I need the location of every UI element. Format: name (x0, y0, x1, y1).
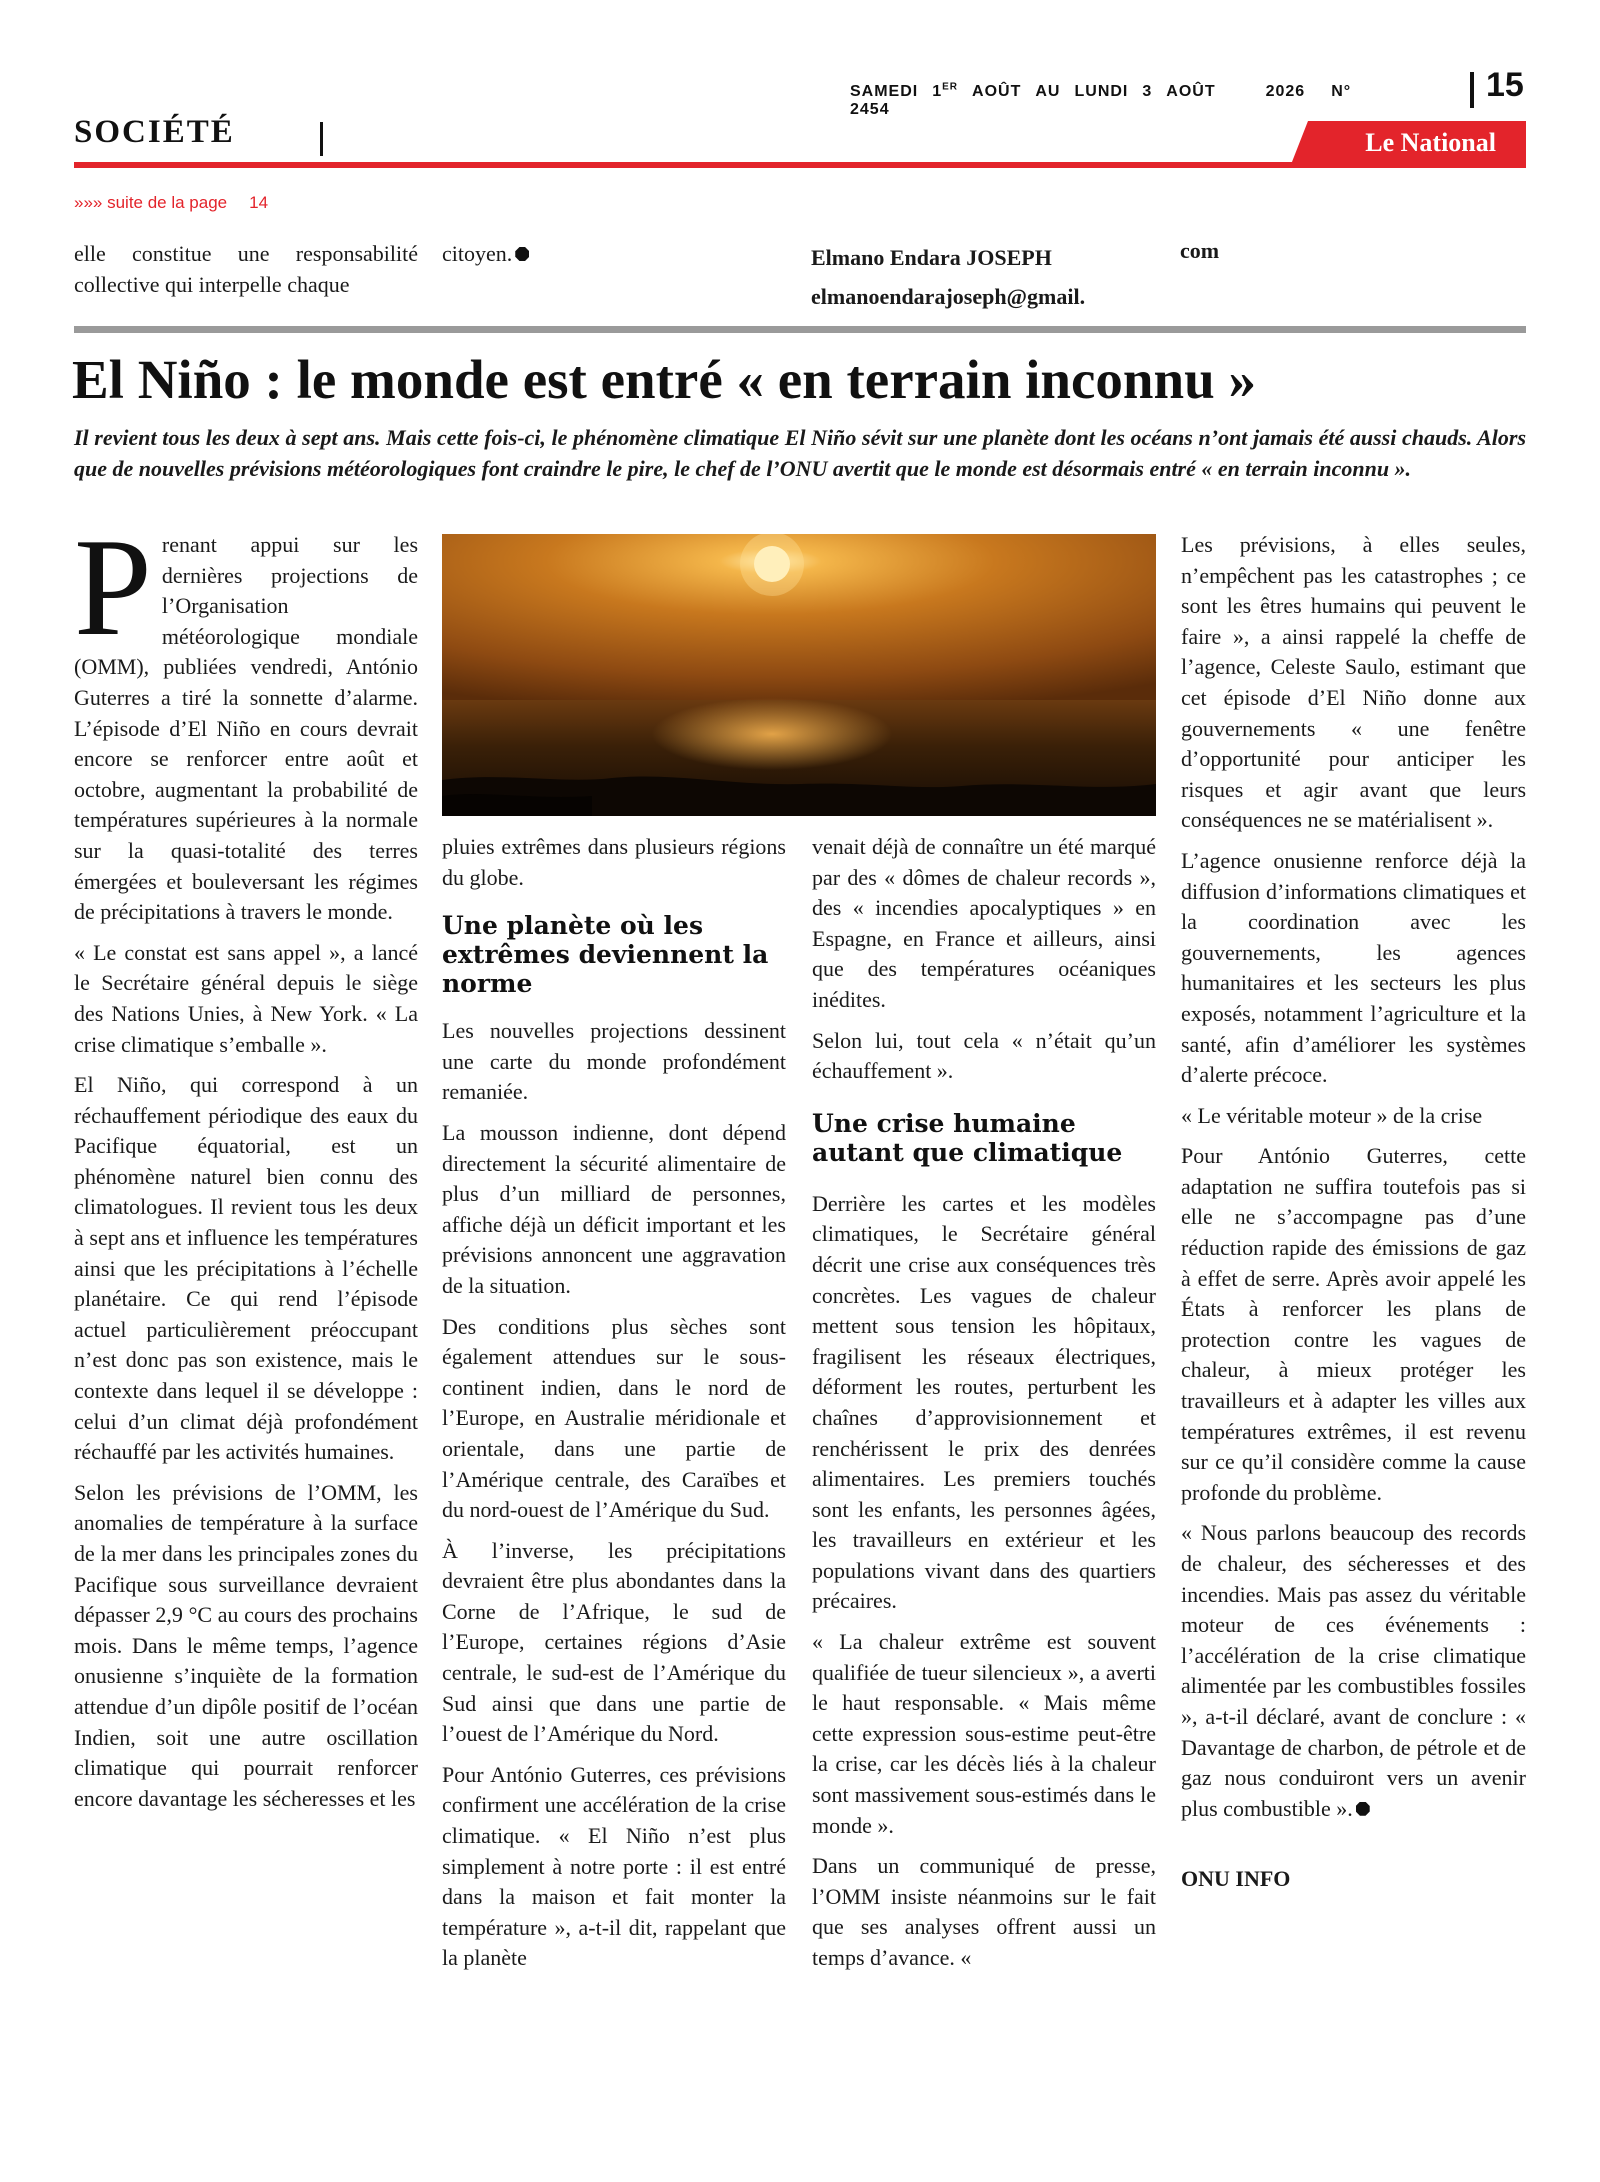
column-1 (74, 510, 418, 1824)
section-divider (320, 122, 323, 156)
header-divider (1470, 72, 1474, 108)
paragraph: Les prévisions, à elles seules, n’empêchent pas les catastrophes ; ce sont les êtres humains qui peuvent le faire », a ainsi rappelé la cheffe de l’agence, Celeste Saulo, estimant que cet épisode d’El Niño donne aux gouvernements « une fenêtre d’opportunité pour anticiper les risques et agir avant que leurs conséquences ne se matérialisent ». (1181, 532, 1526, 833)
paragraph: « Nous parlons beaucoup des records de chaleur, des sécheresses et des incendies. Mais pas assez du véritable moteur de ces événements : l’accélération de la crise climatique alimentée par les combustibles fossiles », a-t-il déclaré, avant de conclure : « Davantage de charbon, de pétrole et de gaz nous conduiront vers un avenir plus combustible ». (1181, 1520, 1526, 1821)
paragraph: Derrière les cartes et les modèles climatiques, le Secrétaire général décrit une crise aux conséquences très concrètes. Les vagues de chaleur mettent sous tension les hôpitaux, fragilisent les réseaux électriques, déforment les routes, perturbent les chaînes d’approvisionnement et renchérissent le prix des denrées alimentaires. Les premiers touchés sont les enfants, les personnes âgées, les travailleurs en extérieur et les populations vivant dans des quartiers précaires. (812, 1190, 1156, 1614)
paragraph: El Niño, qui correspond à un réchauffement périodique des eaux du Pacifique équatorial, est un phénomène naturel bien connu des climatologues. Il revient tous les deux à sept ans et influence les températures ainsi que les précipitations à l’échelle planétaire. Ce qui rend l’épisode actuel particulièrement préoccupant n’est donc pas son existence, mais le contexte dans lequel il se développe : celui d’un climat déjà profondément réchauffé par les activités humaines. (74, 1072, 418, 1465)
issue-date-line (850, 82, 1410, 119)
date-day2: LUNDI (1074, 83, 1129, 101)
paragraph: venait déjà de connaître un été marqué par des « dômes de chaleur records », des « incendies apocalyptiques » en Espagne, en France et ailleurs, ainsi que des températures océaniques inédites. (812, 834, 1156, 1012)
article-divider (74, 326, 1526, 333)
paragraph: L’agence onusienne renforce déjà la diffusion d’informations climatiques et la coordination avec les gouvernements, les agences humanitaires et les secteurs les plus exposés, notamment l’agriculture et la santé, afin d’améliorer les systèmes d’alerte précoce. (1181, 847, 1526, 1088)
paragraph: « Le véritable moteur » de la crise (1181, 1102, 1483, 1128)
paragraph: Dans un communiqué de presse, l’OMM insiste néanmoins sur le fait que ses analyses offrent aussi un temps d’avance. « (812, 1853, 1156, 1970)
column-3 (812, 832, 1156, 1984)
date-day: SAMEDI (850, 83, 919, 101)
paragraph: La mousson indienne, dont dépend directement la sécurité alimentaire de plus d’un milliard de personnes, affiche déjà un déficit important et les prévisions annoncent une aggravation de la situation. (442, 1119, 786, 1298)
sunset-photo (442, 534, 1156, 816)
drop-cap: P (74, 510, 152, 665)
date-year: 2026 (1265, 83, 1306, 101)
continued-text-1: elle constitue une responsabilité collective qui interpelle chaque (74, 241, 418, 297)
column-4 (1181, 530, 1526, 1905)
end-mark-icon (1356, 1802, 1370, 1816)
brand-logo: Le National (1365, 128, 1496, 157)
header-rule (74, 162, 1526, 168)
paragraph: À l’inverse, les précipitations devraient être plus abondantes dans la Corne de l’Afrique, le sud de l’Europe, certaines régions d’Asie centrale, le sud-est de l’Amérique du Sud ainsi que dans une partie de l’ouest de l’Amérique du Nord. (442, 1537, 786, 1747)
date-day2-num: 3 (1142, 83, 1153, 101)
author-block (811, 238, 1161, 316)
paragraph: Prenant appui sur les dernières projections de l’Organisation météorologique mondiale (OMM), publiées vendredi, António Guterres a tiré la sonnette d’alarme. L’épisode d’El Niño en cours devrait encore se renforcer entre août et octobre, augmentant la probabilité de températures supérieures à la normale sur la quasi-totalité des terres émergées et bouleversant les régimes de précipitations à travers le monde. (74, 510, 418, 925)
continued-from: »»» suite de la page 14 (74, 193, 269, 212)
issue-number: N° 2454 (850, 83, 1352, 119)
continued-text-2: citoyen. (442, 238, 642, 269)
paragraph: « La chaleur extrême est souvent qualifiée de tueur silencieux », a averti le haut responsable. « Mais même cette expression sous-estime peut-être la crise, car les décès liés à la chaleur sont massivement sous-estimés dans le monde ». (812, 1629, 1156, 1838)
date-month: AOÛT (972, 83, 1022, 101)
page-number: 15 (1486, 66, 1524, 104)
date-day-num: 1ER (932, 82, 959, 101)
article-intro: Il revient tous les deux à sept ans. Mais cette fois-ci, le phénomène climatique El Niño sévit sur une planète dont les océans n’ont jamais été aussi chauds. Alors que de nouvelles prévisions météorologiques font craindre le pire, le chef de l’ONU avertit que le monde est désormais entré « en terrain inconnu ». (74, 425, 1526, 481)
paragraph: Selon lui, tout cela « n’était qu’un échauffement ». (812, 1027, 1156, 1084)
paragraph: pluies extrêmes dans plusieurs régions du globe. (442, 834, 786, 890)
author-name: Elmano Endara JOSEPH (811, 245, 1052, 270)
author-email-end: com (1180, 238, 1220, 263)
paragraph: « Le constat est sans appel », a lancé le Secrétaire général depuis le siège des Nations Unies, à New York. « La crise climatique s’emballe ». (74, 939, 418, 1057)
paragraph: Des conditions plus sèches sont également attendues sur le sous-continent indien, dans le nord de l’Europe, en Australie méridionale et orientale, dans une partie de l’Amérique centrale, des Caraïbes et du nord-ouest de l’Amérique du Sud. (442, 1313, 786, 1523)
end-mark-icon (515, 247, 529, 261)
date-month2: AOÛT (1166, 83, 1216, 101)
paragraph: Les nouvelles projections dessinent une carte du monde profondément remaniée. (442, 1018, 786, 1105)
paragraph: Pour António Guterres, cette adaptation ne suffira toutefois pas si elle ne s’accompagne pas d’une réduction rapide des émissions de gaz à effet de serre. Après avoir appelé les États à renforcer les plans de protection contre les vagues de chaleur, à mieux protéger les travailleurs et à adapter les villes aux températures extrêmes, il est revenu sur ce qu’il considère comme la cause profonde du problème. (1181, 1143, 1526, 1505)
article-source: ONU INFO (1181, 1866, 1291, 1892)
paragraph: Pour António Guterres, ces prévisions confirment une accélération de la crise climatique. « El Niño n’est plus simplement à notre porte : il est entré dans la maison et fait monter la température », a-t-il dit, rappelant que la planète (442, 1761, 786, 1971)
date-au: AU (1035, 83, 1061, 101)
subheading: Une crise humaine autant que climatique (812, 1108, 1123, 1167)
author-email: elmanoendarajoseph@gmail. (811, 284, 1086, 309)
subheading: Une planète où les extrêmes deviennent la norme (442, 911, 769, 999)
paragraph: Selon les prévisions de l’OMM, les anomalies de température à la surface de la mer dans les principales zones du Pacifique sous surveillance devraient dépasser 2,9 °C au cours des prochains mois. Dans le même temps, l’agence onusienne s’inquiète de la formation attendue d’un dipôle positif de l’océan Indien, soit une autre oscillation climatique qui pourrait renforcer encore davantage les sécheresses et les (74, 1479, 418, 1811)
article-headline: El Niño : le monde est entré « en terrain inconnu » (72, 349, 1256, 410)
section-title: SOCIÉTÉ (74, 114, 235, 150)
column-2 (442, 832, 786, 1984)
